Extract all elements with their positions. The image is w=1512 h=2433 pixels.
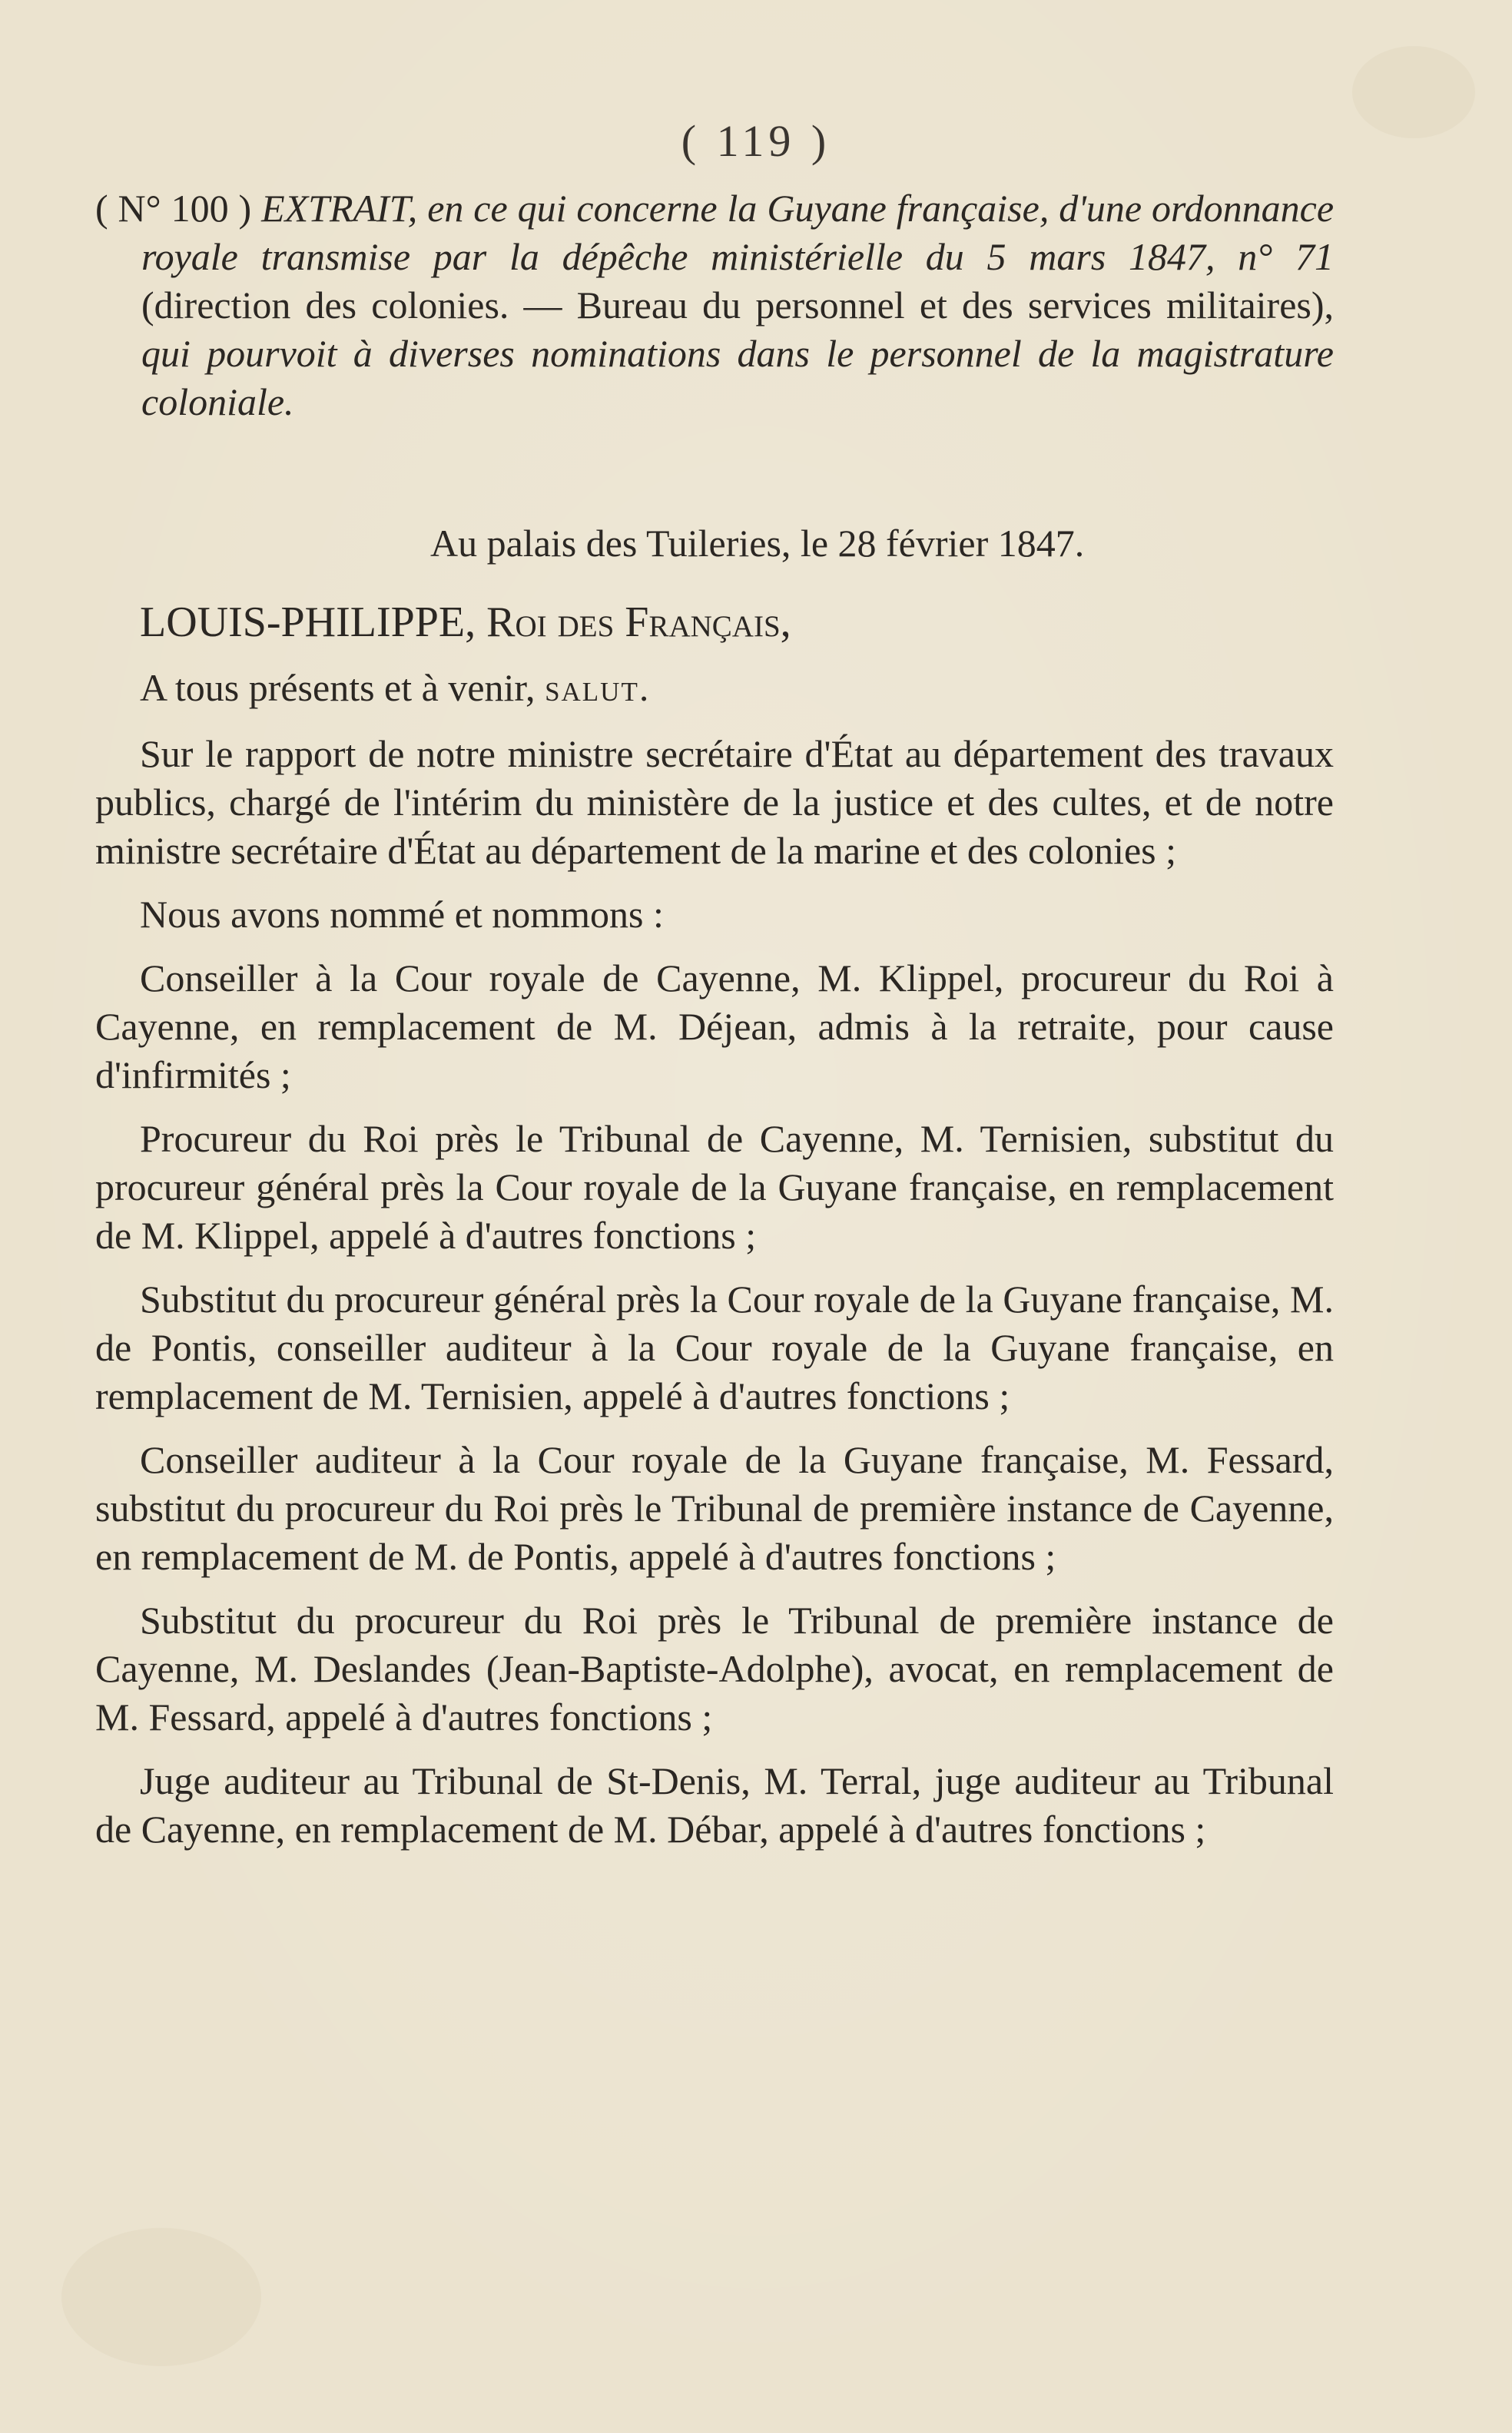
heading-title-tail: qui pourvoit à diverses nominations dans le personnel de la magistrature coloniale.: [141, 332, 1334, 423]
paragraph-nomination: Substitut du procureur du Roi près le Tribunal de première instance de Cayenne, M. Deslandes (Jean-Baptiste-Adolphe), avocat, en remplacement de M. Fessard, appelé à d'autres fonctions ;: [95, 1599, 1334, 1739]
salutation-word: salut.: [545, 666, 651, 709]
paragraph-rapport: Sur le rapport de notre ministre secrétaire d'État au département des travaux publics, chargé de l'intérim du ministère de la justice et des cultes, et de notre ministre secrétaire d'État au département de la marine et des colonies ;: [95, 732, 1334, 872]
paragraph-nomination: Substitut du procureur général près la Cour royale de la Guyane française, M. de Pontis, conseiller auditeur à la Cour royale de la Guyane française, en remplacement de M. Ternisien, appelé à d'autres fonctions ;: [95, 1278, 1334, 1417]
paragraph-nomination: Procureur du Roi près le Tribunal de Cayenne, M. Ternisien, substitut du procureur général près la Cour royale de la Guyane française, en remplacement de M. Klippel, appelé à d'autres fonctions ;: [95, 1117, 1334, 1257]
paragraph-nomination: Juge auditeur au Tribunal de St-Denis, M. Terral, juge auditeur au Tribunal de Cayenne, en remplacement de M. Débar, appelé à d'autres fonctions ;: [95, 1759, 1334, 1851]
paragraph-nomination: Conseiller à la Cour royale de Cayenne, M. Klippel, procureur du Roi à Cayenne, en remplacement de M. Déjean, admis à la retraite, pour cause d'infirmités ;: [95, 956, 1334, 1096]
dateline: Au palais des Tuileries, le 28 février 1847.: [430, 522, 1085, 565]
king-title: Roi des Français,: [476, 598, 791, 646]
paragraph-nomination: Conseiller auditeur à la Cour royale de la Guyane française, M. Fessard, substitut du procureur du Roi près le Tribunal de première instance de Cayenne, en remplacement de M. de Pontis, appelé à d'autres fonctions ;: [95, 1438, 1334, 1578]
salutation: [140, 665, 650, 710]
heading-title-plain: (direction des colonies. — Bureau du personnel et des services militaires),: [141, 283, 1334, 326]
document-number: ( N° 100 ): [95, 187, 252, 230]
paper-stain: [61, 2228, 261, 2366]
paragraph-nommons: Nous avons nommé et nommons :: [140, 893, 664, 936]
document-body: [95, 730, 1334, 1869]
heading-title-italic: EXTRAIT, en ce qui concerne la Guyane française, d'une ordonnance royale transmise par la dépêche ministérielle du 5 mars 1847, n° 71: [141, 187, 1335, 278]
salutation-text: A tous présents et à venir,: [140, 666, 545, 709]
document-heading: [95, 184, 1334, 426]
page-number: ( 119 ): [681, 116, 831, 166]
king-name: LOUIS-PHILIPPE,: [140, 598, 476, 646]
royal-title: [140, 598, 791, 647]
